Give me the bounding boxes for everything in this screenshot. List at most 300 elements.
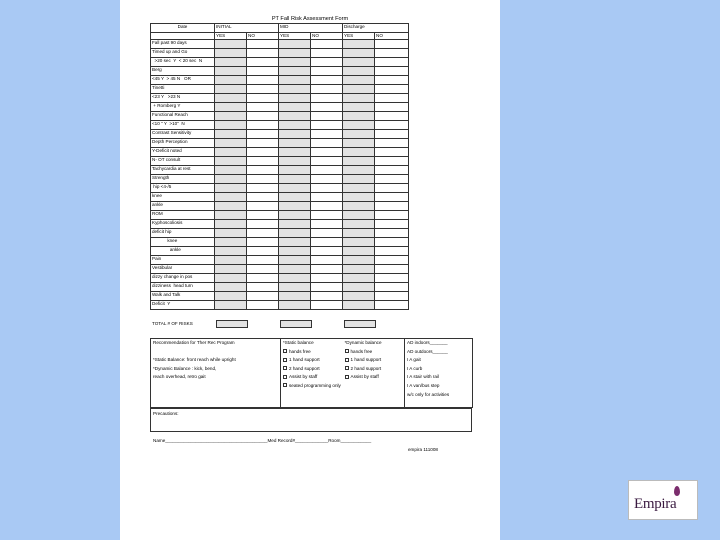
wc-option[interactable]: w/c only for activities	[407, 391, 450, 397]
response-cell[interactable]	[279, 283, 311, 292]
total-initial-box[interactable]	[216, 320, 248, 328]
response-cell[interactable]	[247, 229, 279, 238]
response-cell[interactable]	[247, 274, 279, 283]
response-cell[interactable]	[215, 49, 247, 58]
response-cell[interactable]	[311, 184, 343, 193]
response-cell[interactable]	[279, 220, 311, 229]
response-cell[interactable]	[375, 202, 409, 211]
curb-option[interactable]: I A curb	[407, 365, 423, 371]
assessment-row	[151, 184, 409, 193]
response-cell[interactable]	[375, 292, 409, 301]
yes-label: YES	[343, 33, 375, 40]
criterion-label: Strength	[151, 175, 215, 184]
assessment-row	[151, 76, 409, 85]
form-code: empira 111008	[408, 447, 438, 452]
response-cell[interactable]	[247, 283, 279, 292]
checkbox-icon[interactable]	[345, 358, 349, 362]
assessment-row	[151, 211, 409, 220]
assessment-row	[151, 301, 409, 310]
logo-text: Empira	[634, 496, 677, 512]
response-cell[interactable]	[343, 121, 375, 130]
no-label: NO	[375, 33, 409, 40]
response-cell[interactable]	[215, 175, 247, 184]
response-cell[interactable]	[279, 139, 311, 148]
response-cell[interactable]	[343, 247, 375, 256]
response-cell[interactable]	[215, 247, 247, 256]
gait-option[interactable]: I A gait	[407, 357, 421, 363]
assessment-row	[151, 121, 409, 130]
criterion-label: Kyphoscoliosis	[151, 220, 215, 229]
response-cell[interactable]	[375, 67, 409, 76]
assessment-table	[150, 23, 409, 310]
response-cell[interactable]	[247, 175, 279, 184]
response-cell[interactable]	[247, 193, 279, 202]
phase-header-row	[151, 24, 409, 33]
checkbox-icon[interactable]	[345, 349, 349, 353]
response-cell[interactable]	[247, 94, 279, 103]
response-cell[interactable]	[279, 67, 311, 76]
response-cell[interactable]	[343, 256, 375, 265]
total-risks-label: TOTAL # OF RISKS	[152, 321, 193, 326]
assessment-row	[151, 283, 409, 292]
response-cell[interactable]	[311, 238, 343, 247]
total-risks-row	[150, 320, 480, 330]
response-cell[interactable]	[215, 274, 247, 283]
response-cell[interactable]	[279, 256, 311, 265]
response-cell[interactable]	[375, 301, 409, 310]
response-cell[interactable]	[311, 247, 343, 256]
response-cell[interactable]	[343, 157, 375, 166]
response-cell[interactable]	[343, 184, 375, 193]
response-cell[interactable]	[279, 292, 311, 301]
response-cell[interactable]	[311, 166, 343, 175]
response-cell[interactable]	[247, 184, 279, 193]
assessment-row	[151, 247, 409, 256]
assessment-row	[151, 130, 409, 139]
response-cell[interactable]	[247, 67, 279, 76]
recommendation-col	[151, 339, 281, 408]
name-record-line: Name________________________________________Med Record#_____________Room____________	[153, 438, 372, 443]
criterion-label: ROM	[151, 211, 215, 220]
response-cell[interactable]	[343, 274, 375, 283]
assessment-row	[151, 157, 409, 166]
response-cell[interactable]	[311, 112, 343, 121]
criterion-label: Timed up and Go	[151, 49, 215, 58]
ad-outdoors[interactable]: AD outdoors______	[407, 348, 448, 354]
response-cell[interactable]	[375, 220, 409, 229]
response-cell[interactable]	[343, 175, 375, 184]
checkbox-icon[interactable]	[283, 375, 287, 379]
response-cell[interactable]	[311, 301, 343, 310]
criterion-label: >20 sec Y < 20 sec N	[151, 58, 215, 67]
response-cell[interactable]	[215, 58, 247, 67]
response-cell[interactable]	[247, 85, 279, 94]
response-cell[interactable]	[215, 103, 247, 112]
criterion-label: knee	[151, 238, 215, 247]
response-cell[interactable]	[279, 202, 311, 211]
total-discharge-box[interactable]	[344, 320, 376, 328]
response-cell[interactable]	[343, 130, 375, 139]
rec-title: Recommendation for Ther Rec Program	[153, 340, 235, 345]
no-label: NO	[247, 33, 279, 40]
response-cell[interactable]	[375, 238, 409, 247]
response-cell[interactable]	[375, 256, 409, 265]
response-cell[interactable]	[215, 256, 247, 265]
response-cell[interactable]	[279, 49, 311, 58]
response-cell[interactable]	[247, 247, 279, 256]
response-cell[interactable]	[311, 211, 343, 220]
response-cell[interactable]	[311, 283, 343, 292]
criterion-label: Y-Deficit noted	[151, 148, 215, 157]
assessment-row	[151, 166, 409, 175]
checkbox-icon[interactable]	[345, 366, 349, 370]
response-cell[interactable]	[343, 301, 375, 310]
criterion-label: Fall past 90 days	[151, 40, 215, 49]
checkbox-icon[interactable]	[283, 366, 287, 370]
criterion-label: + Romberg Y	[151, 103, 215, 112]
response-cell[interactable]	[279, 112, 311, 121]
response-cell[interactable]	[311, 256, 343, 265]
criterion-label: knee	[151, 193, 215, 202]
response-cell[interactable]	[247, 112, 279, 121]
seated-option[interactable]: seated programming only	[283, 382, 341, 391]
criterion-label: Depth Perception	[151, 139, 215, 148]
response-cell[interactable]	[375, 112, 409, 121]
response-cell[interactable]	[279, 130, 311, 139]
response-cell[interactable]	[215, 202, 247, 211]
total-mid-box[interactable]	[280, 320, 312, 328]
response-cell[interactable]	[247, 202, 279, 211]
checkbox-icon[interactable]	[345, 375, 349, 379]
response-cell[interactable]	[375, 184, 409, 193]
checkbox-icon[interactable]	[283, 349, 287, 353]
response-cell[interactable]	[215, 148, 247, 157]
response-cell[interactable]	[215, 193, 247, 202]
response-cell[interactable]	[279, 58, 311, 67]
response-cell[interactable]	[311, 292, 343, 301]
response-cell[interactable]	[215, 229, 247, 238]
criterion-label: ankle	[151, 202, 215, 211]
response-cell[interactable]	[279, 157, 311, 166]
form-title: PT Fall Risk Assessment Form	[271, 16, 349, 22]
response-cell[interactable]	[215, 220, 247, 229]
criterion-label: Contrast Sensitivity	[151, 130, 215, 139]
assessment-row	[151, 220, 409, 229]
response-cell[interactable]	[279, 76, 311, 85]
response-cell[interactable]	[375, 58, 409, 67]
response-cell[interactable]	[247, 301, 279, 310]
response-cell[interactable]	[279, 229, 311, 238]
response-cell[interactable]	[279, 265, 311, 274]
response-cell[interactable]	[343, 292, 375, 301]
flame-icon	[674, 486, 680, 496]
response-cell[interactable]	[247, 220, 279, 229]
response-cell[interactable]	[247, 292, 279, 301]
response-cell[interactable]	[343, 211, 375, 220]
response-cell[interactable]	[279, 40, 311, 49]
response-cell[interactable]	[279, 121, 311, 130]
response-cell[interactable]	[279, 85, 311, 94]
response-cell[interactable]	[311, 220, 343, 229]
response-cell[interactable]	[215, 130, 247, 139]
assessment-row	[151, 193, 409, 202]
response-cell[interactable]	[247, 49, 279, 58]
response-cell[interactable]	[343, 238, 375, 247]
phase-discharge: Discharge	[343, 24, 409, 33]
criterion-label: Pain	[151, 256, 215, 265]
response-cell[interactable]	[311, 274, 343, 283]
criterion-label: Tinetti	[151, 85, 215, 94]
response-cell[interactable]	[215, 265, 247, 274]
van-option[interactable]: I A van/bus step	[407, 382, 440, 388]
response-cell[interactable]	[375, 175, 409, 184]
response-cell[interactable]	[311, 202, 343, 211]
response-cell[interactable]	[343, 220, 375, 229]
response-cell[interactable]	[375, 139, 409, 148]
response-cell[interactable]	[343, 40, 375, 49]
static-balance-title: *Static balance	[283, 340, 314, 345]
assessment-row	[151, 58, 409, 67]
response-cell[interactable]	[215, 157, 247, 166]
response-cell[interactable]	[343, 202, 375, 211]
precautions-box[interactable]	[150, 408, 472, 432]
response-cell[interactable]	[311, 58, 343, 67]
assessment-row	[151, 112, 409, 121]
response-cell[interactable]	[375, 211, 409, 220]
stair-option[interactable]: I A stair with rail	[407, 374, 439, 380]
response-cell[interactable]	[215, 166, 247, 175]
response-cell[interactable]	[215, 184, 247, 193]
response-cell[interactable]	[343, 85, 375, 94]
yes-label: YES	[279, 33, 311, 40]
response-cell[interactable]	[247, 256, 279, 265]
response-cell[interactable]	[279, 193, 311, 202]
response-cell[interactable]	[311, 67, 343, 76]
response-cell[interactable]	[311, 85, 343, 94]
response-cell[interactable]	[279, 94, 311, 103]
response-cell[interactable]	[343, 193, 375, 202]
response-cell[interactable]	[311, 139, 343, 148]
static-option[interactable]: Assist by staff	[283, 373, 341, 382]
response-cell[interactable]	[311, 265, 343, 274]
checkbox-icon[interactable]	[283, 383, 287, 387]
checkbox-icon[interactable]	[283, 358, 287, 362]
response-cell[interactable]	[343, 229, 375, 238]
response-cell[interactable]	[215, 301, 247, 310]
response-cell[interactable]	[311, 49, 343, 58]
ad-indoors[interactable]: AD indoors_______	[407, 340, 448, 345]
assistive-device-col	[405, 339, 473, 408]
yes-label: YES	[215, 33, 247, 40]
response-cell[interactable]	[343, 166, 375, 175]
response-cell[interactable]	[311, 40, 343, 49]
response-cell[interactable]	[375, 274, 409, 283]
response-cell[interactable]	[343, 148, 375, 157]
phase-initial: INITIAL	[215, 24, 279, 33]
response-cell[interactable]	[311, 148, 343, 157]
blank-cell	[151, 33, 215, 40]
criterion-label: dizziness head turn	[151, 283, 215, 292]
response-cell[interactable]	[247, 103, 279, 112]
date-label: Date	[151, 24, 215, 33]
response-cell[interactable]	[343, 103, 375, 112]
assessment-row	[151, 202, 409, 211]
response-cell[interactable]	[215, 85, 247, 94]
criterion-label: dizzy change in pos	[151, 274, 215, 283]
response-cell[interactable]	[247, 139, 279, 148]
response-cell[interactable]	[311, 76, 343, 85]
dynamic-option[interactable]: 1 hand support	[345, 356, 403, 365]
response-cell[interactable]	[343, 94, 375, 103]
response-cell[interactable]	[311, 193, 343, 202]
response-cell[interactable]	[343, 58, 375, 67]
criterion-label: Berg	[151, 67, 215, 76]
response-cell[interactable]	[215, 121, 247, 130]
response-cell[interactable]	[343, 49, 375, 58]
response-cell[interactable]	[375, 121, 409, 130]
assessment-row	[151, 265, 409, 274]
assessment-row	[151, 238, 409, 247]
assessment-row	[151, 148, 409, 157]
response-cell[interactable]	[215, 292, 247, 301]
response-cell[interactable]	[375, 247, 409, 256]
response-cell[interactable]	[247, 211, 279, 220]
response-cell[interactable]	[311, 175, 343, 184]
response-cell[interactable]	[279, 247, 311, 256]
response-cell[interactable]	[311, 130, 343, 139]
response-cell[interactable]	[247, 58, 279, 67]
response-cell[interactable]	[247, 76, 279, 85]
response-cell[interactable]	[279, 166, 311, 175]
criterion-label: Deficit Y	[151, 301, 215, 310]
response-cell[interactable]	[247, 265, 279, 274]
response-cell[interactable]	[247, 121, 279, 130]
response-cell[interactable]	[247, 166, 279, 175]
response-cell[interactable]	[343, 76, 375, 85]
response-cell[interactable]	[375, 157, 409, 166]
response-cell[interactable]	[215, 94, 247, 103]
static-option[interactable]: 1 hand support	[283, 356, 341, 365]
assessment-row	[151, 40, 409, 49]
response-cell[interactable]	[279, 103, 311, 112]
response-cell[interactable]	[375, 130, 409, 139]
assessment-row	[151, 103, 409, 112]
yes-no-header-row	[151, 33, 409, 40]
static-option[interactable]: 2 hand support	[283, 365, 341, 374]
criterion-label: ankle	[151, 247, 215, 256]
precautions-label: Precautions:	[153, 411, 179, 416]
rec-spacer	[153, 348, 278, 357]
criterion-label: Functional Reach	[151, 112, 215, 121]
response-cell[interactable]	[279, 301, 311, 310]
response-cell[interactable]	[343, 283, 375, 292]
response-cell[interactable]	[215, 40, 247, 49]
assessment-row	[151, 85, 409, 94]
criterion-label: N- OT consult	[151, 157, 215, 166]
assessment-row	[151, 175, 409, 184]
response-cell[interactable]	[215, 238, 247, 247]
dynamic-balance-title: *Dynamic balance	[344, 340, 382, 345]
response-cell[interactable]	[375, 166, 409, 175]
criterion-label: Tachycardia at rest	[151, 166, 215, 175]
response-cell[interactable]	[375, 265, 409, 274]
dynamic-option[interactable]: 2 hand support	[345, 365, 403, 374]
response-cell[interactable]	[247, 40, 279, 49]
assessment-row	[151, 256, 409, 265]
response-cell[interactable]	[247, 148, 279, 157]
response-cell[interactable]	[279, 148, 311, 157]
phase-mid: MID	[279, 24, 343, 33]
response-cell[interactable]	[279, 211, 311, 220]
response-cell[interactable]	[375, 49, 409, 58]
static-balance-col	[281, 339, 343, 408]
response-cell[interactable]	[343, 265, 375, 274]
rec-dynamic-note: *Dynamic Balance : kick, bend,	[153, 365, 217, 371]
response-cell[interactable]	[375, 148, 409, 157]
response-cell[interactable]	[375, 85, 409, 94]
response-cell[interactable]	[375, 103, 409, 112]
response-cell[interactable]	[279, 184, 311, 193]
response-cell[interactable]	[247, 130, 279, 139]
no-label: NO	[311, 33, 343, 40]
rec-static-note: *Static Balance: front reach while upright	[153, 357, 236, 363]
assessment-row	[151, 292, 409, 301]
criterion-label: <10 " Y >10" N	[151, 121, 215, 130]
response-cell[interactable]	[215, 211, 247, 220]
response-cell[interactable]	[279, 238, 311, 247]
assessment-row	[151, 94, 409, 103]
response-cell[interactable]	[375, 283, 409, 292]
response-cell[interactable]	[247, 238, 279, 247]
response-cell[interactable]	[375, 229, 409, 238]
rec-dynamic-note-2: reach overhead, retro gait	[153, 374, 206, 380]
response-cell[interactable]	[375, 94, 409, 103]
dynamic-option[interactable]: Assist by staff	[345, 373, 403, 382]
criterion-label: Vestibular	[151, 265, 215, 274]
criterion-label: hip <4-/5	[151, 184, 215, 193]
empira-logo	[628, 480, 698, 520]
criterion-label: deficit hip	[151, 229, 215, 238]
response-cell[interactable]	[343, 112, 375, 121]
response-cell[interactable]	[215, 67, 247, 76]
response-cell[interactable]	[247, 157, 279, 166]
response-cell[interactable]	[311, 103, 343, 112]
response-cell[interactable]	[215, 139, 247, 148]
criterion-label: Walk and Talk	[151, 292, 215, 301]
response-cell[interactable]	[311, 157, 343, 166]
response-cell[interactable]	[343, 139, 375, 148]
response-cell[interactable]	[279, 175, 311, 184]
response-cell[interactable]	[311, 94, 343, 103]
response-cell[interactable]	[311, 229, 343, 238]
assessment-row	[151, 49, 409, 58]
response-cell[interactable]	[215, 283, 247, 292]
response-cell[interactable]	[375, 193, 409, 202]
dynamic-option[interactable]: hands free	[345, 348, 403, 357]
response-cell[interactable]	[279, 274, 311, 283]
response-cell[interactable]	[215, 76, 247, 85]
dynamic-balance-col	[343, 339, 405, 408]
static-option[interactable]: hands free	[283, 348, 341, 357]
response-cell[interactable]	[375, 76, 409, 85]
criterion-label: <45 Y > 45 N OR	[151, 76, 215, 85]
response-cell[interactable]	[311, 121, 343, 130]
assessment-row	[151, 139, 409, 148]
response-cell[interactable]	[343, 67, 375, 76]
response-cell[interactable]	[375, 40, 409, 49]
response-cell[interactable]	[215, 112, 247, 121]
recommendation-table	[150, 338, 473, 408]
